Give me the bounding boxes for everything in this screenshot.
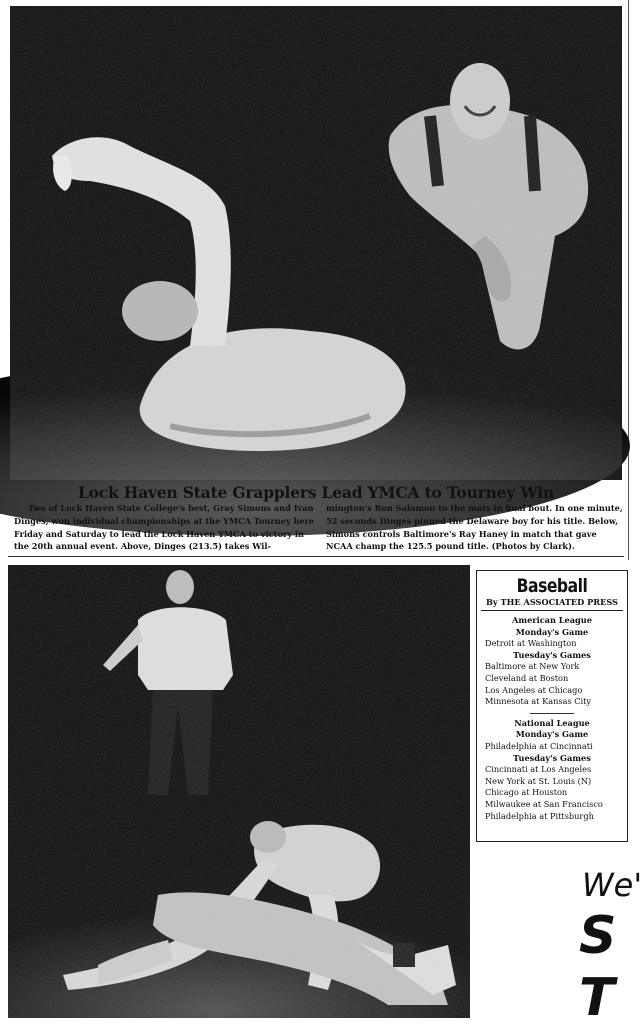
schedule-day-title: Monday's Game — [515, 626, 589, 637]
game-listing: Milwaukee at San Francisco — [485, 798, 603, 809]
game-listing: Philadelphia at Cincinnati — [485, 740, 593, 751]
game-listing: Minnesota at Kansas City — [485, 696, 592, 707]
game-listing: New York at St. Louis (N) — [485, 775, 592, 786]
ad-text-line: S — [579, 906, 617, 966]
baseball-title: Baseball — [516, 575, 588, 597]
cropped-advertisement — [575, 858, 642, 1028]
game-listing: Chicago at Houston — [485, 787, 568, 798]
photo-caption-left: Two of Lock Haven State College's best, Gray Simons and Ivan Dinges, won individual championships at the YMCA Tourney here Friday and Saturday to lead the Lock Haven YMCA to victory in the 20th annual event. Above, Dinges (213.5) takes Wil- — [14, 503, 315, 552]
league-divider — [530, 713, 574, 714]
game-listing: Baltimore at New York — [485, 661, 580, 672]
column-edge-rule — [628, 0, 629, 560]
game-listing: Los Angeles at Chicago — [485, 684, 583, 695]
game-listing: Philadelphia at Pittsburgh — [485, 810, 594, 821]
game-listing: Detroit at Washington — [485, 638, 577, 649]
ad-text-line: T — [579, 968, 615, 1028]
game-listing: Cincinnati at Los Angeles — [485, 764, 592, 775]
schedule-day-title: Tuesday's Games — [513, 752, 591, 763]
ad-text-line: We' — [582, 866, 642, 904]
league-title: American League — [512, 615, 592, 625]
article-headline: Lock Haven State Grapplers Lead YMCA to Tourney Win — [77, 483, 555, 502]
photo-caption-right: mington's Ron Salamon to the mats in final bout. In one minute, 52 seconds Dinges pinned the Delaware boy for his title. Below, Simons controls Baltimore's Ray Haney in match that gave NCAA champ the 125.5 pound title. (Photos by Clark). — [326, 503, 623, 552]
photo-dinges-illustration — [10, 6, 622, 480]
game-listing: Cleveland at Boston — [485, 672, 569, 683]
baseball-schedule-box — [476, 570, 628, 842]
national-league-section — [481, 718, 623, 822]
wrestling-photo-bottom — [8, 565, 470, 1018]
league-title: National League — [514, 717, 590, 728]
caption-divider — [8, 556, 624, 557]
schedule-day-title: Tuesday's Games — [513, 649, 591, 660]
wrestling-photo-top — [10, 6, 622, 480]
photo-simons-illustration — [8, 565, 470, 1018]
american-league-section — [481, 615, 623, 708]
schedule-day-title: Monday's Game — [515, 729, 589, 740]
baseball-byline: By THE ASSOCIATED PRESS — [481, 597, 623, 611]
